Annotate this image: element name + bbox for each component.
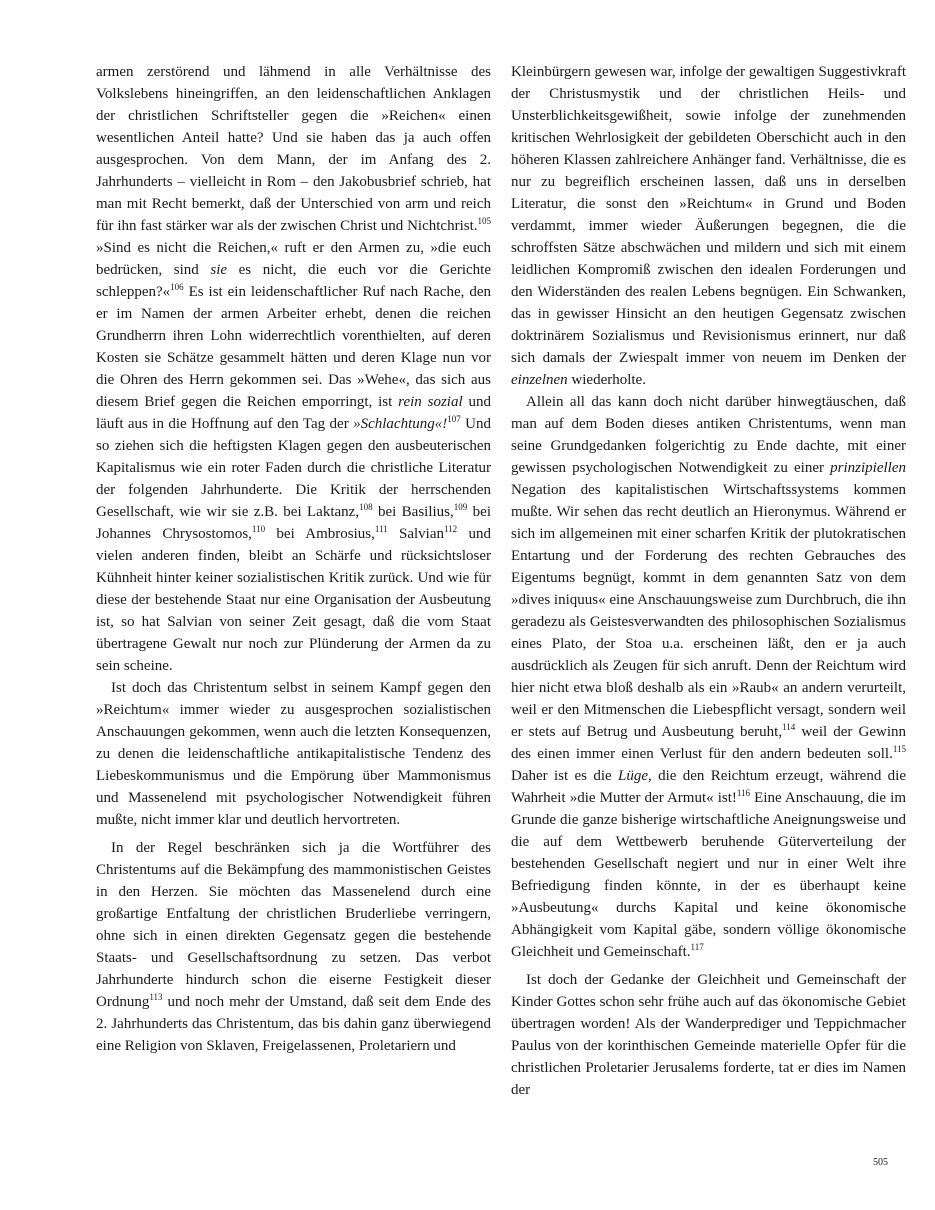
text-run: Und so ziehen sich die heftigsten Klagen gegen den ausbeuterischen Kapitalismus wie ein roter Faden durch die christliche Literatur der folgenden Jahrhunderte. Die Kritik der herrschenden Gesellschaft, wie wir sie z.B. bei Laktanz,	[96, 416, 491, 520]
text-run: Ist doch das Christentum selbst in seinem Kampf gegen den »Reichtum« immer wieder zu ausgesprochen sozialistischen Anschauungen gekommen, wenn auch die letzten Konsequenzen, zu denen die leidenschaftliche antikapitalistische Tendenz des Liebeskommunismus und die Empörung über Mammonismus und Massenelend mit psychologischer Notwendigkeit führen mußte, nicht immer klar und deutlich hervortreten.	[96, 680, 491, 828]
text-run: es nicht, die euch vor die Gerichte schleppen?«	[96, 262, 491, 300]
text-run: Allein all das kann doch nicht darüber hinwegtäuschen, daß man auf dem Boden dieses antiken Christentums, wenn man seine Grundgedanken folgerichtig zu Ende dachte, mit einer gewissen psychologischen Notwendigkeit zu einer	[511, 394, 906, 476]
paragraph	[96, 677, 491, 831]
paragraph	[511, 61, 906, 391]
emphasis-text: »Schlachtung«!	[353, 416, 448, 432]
emphasis-text: Lüge,	[618, 768, 652, 784]
text-run: und vielen anderen finden, bleibt an Schärfe und rücksichtsloser Kühnheit hinter keiner sozialistischen Kritik zurück. Und wie für diese der bestehende Staat nur eine Organisation der Ausbeutung ist, so hat Salvian von seiner Zeit gesagt, daß die vom Staat übertragene Gewalt nur noch zur Plünderung der Armen da zu sein scheine.	[96, 526, 492, 674]
paragraph	[96, 61, 491, 677]
text-run: Eine Anschauung, die im Grunde die ganze bisherige wirtschaftliche Aneignungsweise und die auf dem Wettbewerb beruhende Güterverteilung der bestehenden Gesellschaft negiert und nur in einer Welt ihre Befriedigung finden könnte, in der es überhaupt keine »Ausbeutung« durchs Kapital und keine ökonomische Abhängigkeit vom Kapital gäbe, sondern völlige ökonomische Gleichheit und Gemeinschaft.	[511, 790, 906, 960]
footnote-ref: 117	[690, 942, 704, 952]
text-run: armen zerstörend und lähmend in alle Verhältnisse des Volkslebens hineingriffen, an den leidenschaftlichen Anklagen der christlichen Schriftsteller gegen die »Reichen« einen wesentlichen Anteil hatte? Und sie haben das ja auch offen ausgesprochen. Von dem Mann, der im Anfang des 2. Jahrhunderts – vielleicht in Rom – den Jakobusbrief schrieb, hat man mit Recht bemerkt, daß der Unterschied von arm und reich für ihn fast stärker war als der zwischen Christ und Nichtchrist.	[96, 64, 491, 234]
text-run: bei Basilius,	[372, 504, 454, 520]
text-run: Negation des kapitalistischen Wirtschaftssystems kommen mußte. Wir sehen das recht deutlich an Hieronymus. Während er sich im allgemeinen mit einer scharfen Kritik der plutokratischen Entartung und der Forderung des rechten Gebrauches des Eigentums begnügt, kommt in dem genannten Satz von dem »dives iniquus« eine Anschauungsweise zum Durchbruch, die ihn geradezu als Geistesverwandten des philosophischen Sozialismus eines Plato, der Stoa u.a. erscheinen läßt, den er ja auch ausdrücklich als Zeugen für sich anruft. Denn der Reichtum wird hier nicht etwa bloß deshalb als ein »Raub« an andern verurteilt, weil er den Mitmenschen die Liebespflicht versagt, sondern weil er stets auf Betrug und Ausbeutung beruht,	[511, 482, 906, 740]
footnote-ref: 108	[359, 502, 373, 512]
text-run: bei Johannes Chrysostomos,	[96, 504, 491, 542]
text-run: In der Regel beschränken sich ja die Wortführer des Christentums auf die Bekämpfung des mammonistischen Geistes in den Herzen. Sie möchten das Massenelend durch eine großartige Entfaltung der christlichen Bruderliebe verringern, ohne sich in einen direkten Gegensatz gegen die bestehende Staats- und Gesellschaftsordnung zu setzen. Das verbot Jahrhunderte hindurch schon die eiserne Festigkeit dieser Ordnung	[96, 840, 491, 1010]
emphasis-text: prinzipiellen	[830, 460, 906, 476]
footnote-ref: 105	[477, 216, 491, 226]
footnote-ref: 114	[782, 722, 796, 732]
footnote-ref: 112	[444, 524, 458, 534]
text-run: Daher ist es die	[511, 768, 619, 784]
paragraph	[511, 391, 906, 963]
text-run: Es ist ein leidenschaftlicher Ruf nach Rache, den er im Namen der armen Arbeiter erhebt, denen die reichen Grundherrn ihren Lohn widerrechtlich vorenthielten, auf deren Kosten sie Schätze gesammelt hätten und deren Klage nun vor die Ohren des Herrn gekommen sei. Das »Wehe«, das sich aus diesem Brief gegen die Reichen emporringt, ist	[96, 284, 491, 410]
text-run: »Sind es nicht die Reichen,« ruft er den Armen zu, »die euch bedrücken, sind	[96, 240, 491, 278]
paragraph	[511, 969, 906, 1101]
text-run: wiederholte.	[567, 372, 646, 388]
text-run: und noch mehr der Umstand, daß seit dem Ende des 2. Jahrhunderts das Christentum, das bis dahin ganz überwiegend eine Religion von Sklaven, Freigelassenen, Proletariern und	[96, 994, 491, 1054]
paragraph	[96, 837, 491, 1057]
footnote-ref: 107	[447, 414, 461, 424]
text-run: Salvian	[387, 526, 445, 542]
text-run: Kleinbürgern gewesen war, infolge der gewaltigen Suggestivkraft der Christusmystik und der christlichen Heils- und Unsterblichkeitsgewißheit, sowie infolge der zunehmenden kritischen Wehrlosigkeit der gebildeten Oberschicht auch in den höheren Klassen zahlreichere Anhänger fand. Verhältnisse, die es nur zu begreiflich erscheinen lassen, daß uns in derselben Literatur, die sonst den »Reichtum« in Grund und Boden verdammt, immer wieder Äußerungen begegnen, die die schroffsten Sätze abschwächen und mildern und sich mit einem leidlichen Kompromiß zwischen den idealen Forderungen und den Widerständen des realen Lebens begnügen. Ein Schwanken, das in gewisser Hinsicht an den heutigen Gegensatz zwischen doktrinärem Sozialismus und Revisionismus erinnert, nur daß sich damals der Zwiespalt immer von neuem im Denken der	[511, 64, 906, 366]
footnote-ref: 113	[149, 992, 163, 1002]
text-run: Ist doch der Gedanke der Gleichheit und Gemeinschaft der Kinder Gottes schon sehr frühe auch auf das ökonomische Gebiet übertragen worden! Als der Wanderprediger und Teppichmacher Paulus von der korinthischen Gemeinde materielle Opfer für die christlichen Proletarier Jerusalems forderte, tat er dies im Namen der	[511, 972, 906, 1098]
footnote-ref: 111	[374, 524, 388, 534]
text-run: weil der Gewinn des einen immer einen Verlust für den andern bedeuten soll.	[511, 724, 906, 762]
footnote-ref: 115	[892, 744, 906, 754]
footnote-ref: 109	[453, 502, 468, 512]
footnote-ref: 106	[170, 282, 184, 292]
text-run: und läuft aus in die Hoffnung auf den Tag der	[96, 394, 492, 432]
emphasis-text: rein sozial	[398, 394, 463, 410]
footnote-ref: 116	[736, 788, 751, 798]
left-column	[96, 61, 491, 1057]
emphasis-text: sie	[210, 262, 228, 278]
text-run: die den Reichtum erzeugt, während die Wahrheit »die Mutter der Armut« ist!	[511, 768, 906, 806]
page-number: 505	[873, 1157, 888, 1168]
text-run: bei Ambrosius,	[265, 526, 375, 542]
emphasis-text: einzelnen	[511, 372, 568, 388]
footnote-ref: 110	[251, 524, 266, 534]
right-column	[511, 61, 906, 1101]
